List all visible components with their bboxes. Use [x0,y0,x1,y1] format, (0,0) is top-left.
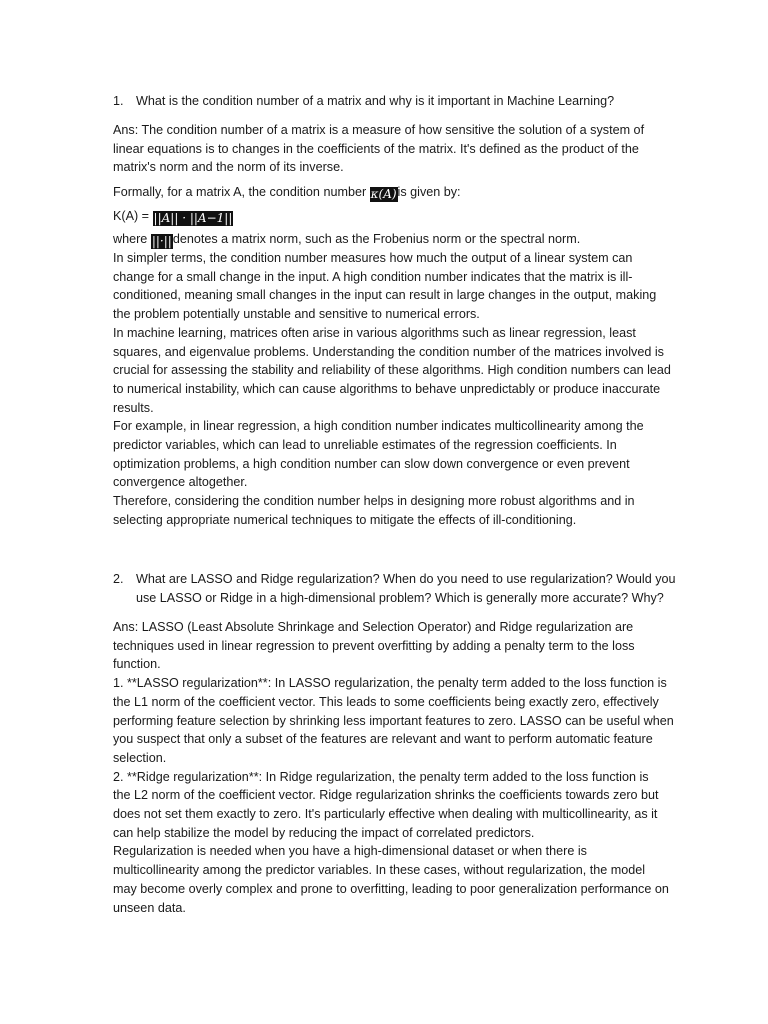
answer-1-formula [113,207,683,226]
condition-number-symbol: κ(A) [370,187,397,201]
question-1-number: 1. [113,94,124,108]
answer-line: you suspect that only a subset of the features are relevant and want to perform automatic feature [113,732,653,747]
question-2-text: What are LASSO and Ridge regularization? When do you need to use regularization? Would you [136,572,676,586]
question-2 [113,570,683,607]
question-1-text: What is the condition number of a matrix and why is it important in Machine Learning? [136,94,615,108]
answer-line: selecting appropriate numerical techniques to mitigate the effects of ill-conditioning. [113,512,577,527]
answer-1-body [113,230,683,530]
answer-line: For example, in linear regression, a high condition number indicates multicollinearity among the [113,419,644,434]
answer-line: change for a small change in the input. A high condition number indicates that the matrix is ill- [113,269,633,284]
answer-1-formal [113,183,683,202]
answer-line: conditioned, meaning small changes in the input can result in large changes in the output, making [113,288,657,303]
question-2-number: 2. [113,572,124,586]
answer-line: to numerical instability, which can cause algorithms to behave unpredictably or produce inaccurate [113,381,661,396]
answer-line: In machine learning, matrices often arise in various algorithms such as linear regression, least [113,325,636,340]
where-text-post: denotes a matrix norm, such as the Frobenius norm or the spectral norm. [172,232,581,246]
formal-text-post: is given by: [397,185,461,199]
norm-symbol: ||·|| [151,234,172,248]
answer-line: the L1 norm of the coefficient vector. This leads to some coefficients being exactly zero, effectively [113,694,659,709]
answer-line: Therefore, considering the condition number helps in designing more robust algorithms and in [113,494,635,509]
answer-2-body [113,618,683,917]
answer-line: performing feature selection by shrinking less important features to zero. LASSO can be useful when [113,713,674,728]
answer-line: the problem potentially unstable and sensitive to numerical errors. [113,307,480,322]
answer-line: optimization problems, a high condition number can slow down convergence or even prevent [113,456,630,471]
formula-expression: ||A|| · ||A−1|| [153,211,233,225]
answer-line: unseen data. [113,900,186,915]
answer-line: predictor variables, which can lead to unreliable estimates of the regression coefficients. In [113,438,617,453]
where-text-pre: where [113,232,151,246]
answer-line: can help stabilize the model by reducing the impact of correlated predictors. [113,825,535,840]
answer-line: 1. **LASSO regularization**: In LASSO regularization, the penalty term added to the loss function is [113,676,667,691]
answer-line: Ans: The condition number of a matrix is a measure of how sensitive the solution of a system of [113,123,645,137]
answer-line: Regularization is needed when you have a high-dimensional dataset or when there is [113,844,587,859]
answer-line: selection. [113,750,167,765]
formal-text-pre: Formally, for a matrix A, the condition number [113,185,370,199]
answer-line: the L2 norm of the coefficient vector. Ridge regularization shrinks the coefficients towards zero but [113,788,659,803]
answer-line: matrix's norm and the norm of its inverse. [113,160,344,175]
answer-line: squares, and eigenvalue problems. Understanding the condition number of the matrices involved is [113,344,664,359]
answer-line: Ans: LASSO (Least Absolute Shrinkage and Selection Operator) and Ridge regularization are [113,620,634,634]
answer-line: multicollinearity among the predictor variables. In these cases, without regularization, the model [113,863,646,878]
answer-line: convergence altogether. [113,475,248,490]
answer-1-intro [113,121,683,177]
answer-line: may become overly complex and prone to overfitting, leading to poor generalization performance on [113,881,669,896]
formula-label: K(A) = [113,209,153,223]
answer-line: function. [113,657,161,672]
answer-line: does not set them exactly to zero. It's particularly effective when dealing with multicollinearity, as it [113,807,658,822]
answer-line: results. [113,400,154,415]
answer-line: techniques used in linear regression to prevent overfitting by adding a penalty term to the loss [113,638,635,653]
answer-line: In simpler terms, the condition number measures how much the output of a linear system can [113,251,633,265]
question-2-text-cont: use LASSO or Ridge in a high-dimensional problem? Which is generally more accurate? Why? [136,590,664,605]
answer-line: linear equations is to changes in the coefficients of the matrix. It's defined as the product of the [113,141,639,156]
answer-line: 2. **Ridge regularization**: In Ridge regularization, the penalty term added to the loss function is [113,769,649,784]
answer-line: crucial for assessing the stability and reliability of these algorithms. High condition numbers can lead [113,363,671,378]
question-1 [113,92,683,111]
